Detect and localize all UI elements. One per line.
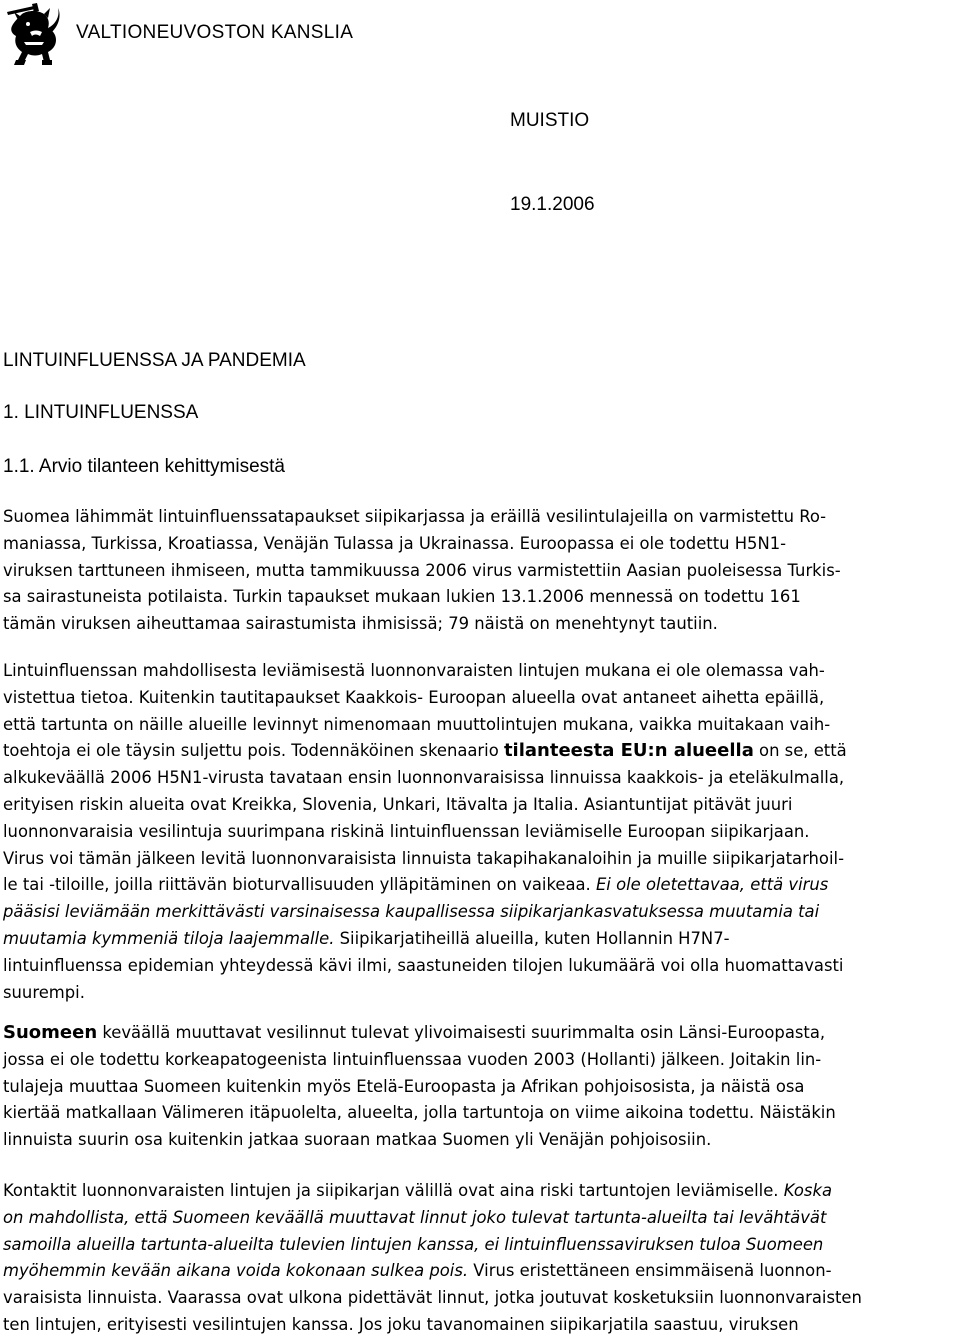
text-line: tulajeja muuttaa Suomeen kuitenkin myös Etelä-Euroopasta ja Afrikan pohjoisosista, ja näistä osa [3,1076,805,1096]
text-run: keväällä muuttavat vesilinnut tulevat ylivoimaisesti suurimmalta osin Länsi-Euroopasta, [97,1023,826,1042]
text-line: jossa ei ole todettu korkeapatogeenista lintuinfluenssaa vuoden 2003 (Hollanti) jälkeen. Joitakin lin- [3,1049,822,1069]
text-line [3,1178,953,1205]
text-run: toehtoja ei ole täysin suljettu pois. Todennäköinen skenaario [3,741,504,761]
text-line [3,738,953,765]
italic-text: myöhemmin kevään aikana voida kokonaan sulkea pois. [3,1261,469,1281]
document-title: LINTUINFLUENSSA JA PANDEMIA [3,350,306,371]
text-run: on se, että [753,741,847,761]
italic-text-line: pääsisi leviämään merkittävästi varsinaisessa kaupallisessa siipikarjankasvatuksessa muutamia tai [3,902,820,922]
organization-name: VALTIONEUVOSTON KANSLIA [76,22,354,43]
finnish-lion-coat-of-arms-icon [4,2,62,66]
text-line: viruksen tarttuneen ihmiseen, mutta tammikuussa 2006 virus varmistettiin Aasian puoleisessa Turkis- [3,560,841,580]
section-heading: 1. LINTUINFLUENSSA [3,402,199,423]
text-line: ten lintujen, erityisesti vesilintujen kanssa. Jos joku tavanomainen siipikarjatila saastuu, viruksen [3,1314,799,1334]
text-line [3,1258,953,1285]
bold-text: tilanteesta EU:n alueella [503,740,754,762]
text-line: sa sairastuneista potilaista. Turkin tapaukset mukaan lukien 13.1.2006 mennessä on todettu 161 [3,587,801,607]
text-line [3,872,953,899]
text-line: lintuinfluenssa epidemian yhteydessä kävi ilmi, saastuneiden tilojen lukumäärä voi olla huomattavasti [3,955,844,975]
paragraph-2 [3,658,953,1006]
text-line: vistettua tietoa. Kuitenkin tautitapaukset Kaakkois- Euroopan alueella ovat antaneet aihetta epäillä, [3,687,825,707]
text-line: linnuista suurin osa kuitenkin jatkaa suoraan matkaa Suomen yli Venäjän pohjoisosiin. [3,1130,712,1150]
text-line: kiertää matkallaan Välimeren itäpuolelta, alueelta, jolla tartuntoja on viime aikoina todettu. Näistäkin [3,1103,836,1123]
text-run: le tai -tiloille, joilla riittävän bioturvallisuuden ylläpitäminen on vaikeaa. [3,875,596,895]
text-line: maniassa, Turkissa, Kroatiassa, Venäjän Tulassa ja Ukrainassa. Euroopassa ei ole todettu H5N1- [3,533,787,553]
italic-text-line: samoilla alueilla tartunta-alueilta tulevien lintujen kanssa, ei lintuinfluenssaviruksen tuloa Suomeen [3,1234,824,1254]
paragraph-4 [3,1178,953,1339]
text-line: erityisen riskin alueita ovat Kreikka, Slovenia, Unkari, Itävalta ja Italia. Asiantuntijat pitävät juuri [3,794,793,814]
text-line: tämän viruksen aiheuttamaa sairastumista ihmisissä; 79 näistä on menehtynyt tautiin. [3,614,718,634]
text-line: että tartunta on näille alueille levinnyt nimenomaan muuttolintujen mukana, vaikka muitakaan vaih- [3,714,831,734]
text-line: luonnonvaraisia vesilintuja suurimpana riskinä lintuinfluenssan leviämiselle Euroopan siipikarjaan. [3,821,810,841]
text-line: Virus voi tämän jälkeen levitä luonnonvaraisista linnuista takapihakanaloihin ja muille siipikarjatarhoil- [3,848,844,868]
italic-text: muutamia kymmeniä tiloja laajemmalle. [3,928,335,948]
paragraph-1 [3,504,953,638]
italic-text-line: on mahdollista, että Suomeen keväällä muuttavat linnut joko tulevat tartunta-alueilta tai levähtävät [3,1207,827,1227]
subsection-heading: 1.1. Arvio tilanteen kehittymisestä [3,456,285,477]
document-type: MUISTIO [510,110,590,131]
italic-text: Koska [783,1181,832,1200]
paragraph-3 [3,1020,953,1154]
text-line [3,926,953,953]
text-run: Kontaktit luonnonvaraisten lintujen ja siipikarjan välillä ovat aina riski tartuntojen leviämiselle. [3,1181,784,1200]
bold-text: Suomeen [3,1022,98,1043]
text-line: varaisista linnuista. Vaarassa ovat ulkona pidettävät linnut, jotka joutuvat kosketuksiin luonnonvaraisten [3,1288,862,1308]
text-line: Suomea lähimmät lintuinfluenssatapaukset siipikarjassa ja eräillä vesilintulajeilla on varmistettu Ro- [3,507,827,526]
italic-text: Ei ole oletettavaa, että virus [595,875,829,895]
text-run: Virus eristettäneen ensimmäisenä luonnon- [468,1261,832,1281]
text-line: alkukeväällä 2006 H5N1-virusta tavataan ensin luonnonvaraisissa linnuissa kaakkois- ja eteläkulmalla, [3,768,845,788]
document-date: 19.1.2006 [510,194,595,215]
text-line [3,1020,953,1047]
text-line: Lintuinfluenssan mahdollisesta leviämisestä luonnonvaraisten lintujen mukana ei ole olemassa vah- [3,661,825,680]
text-run: Siipikarjatiheillä alueilla, kuten Hollannin H7N7- [334,928,730,948]
text-line: suurempi. [3,982,85,1002]
